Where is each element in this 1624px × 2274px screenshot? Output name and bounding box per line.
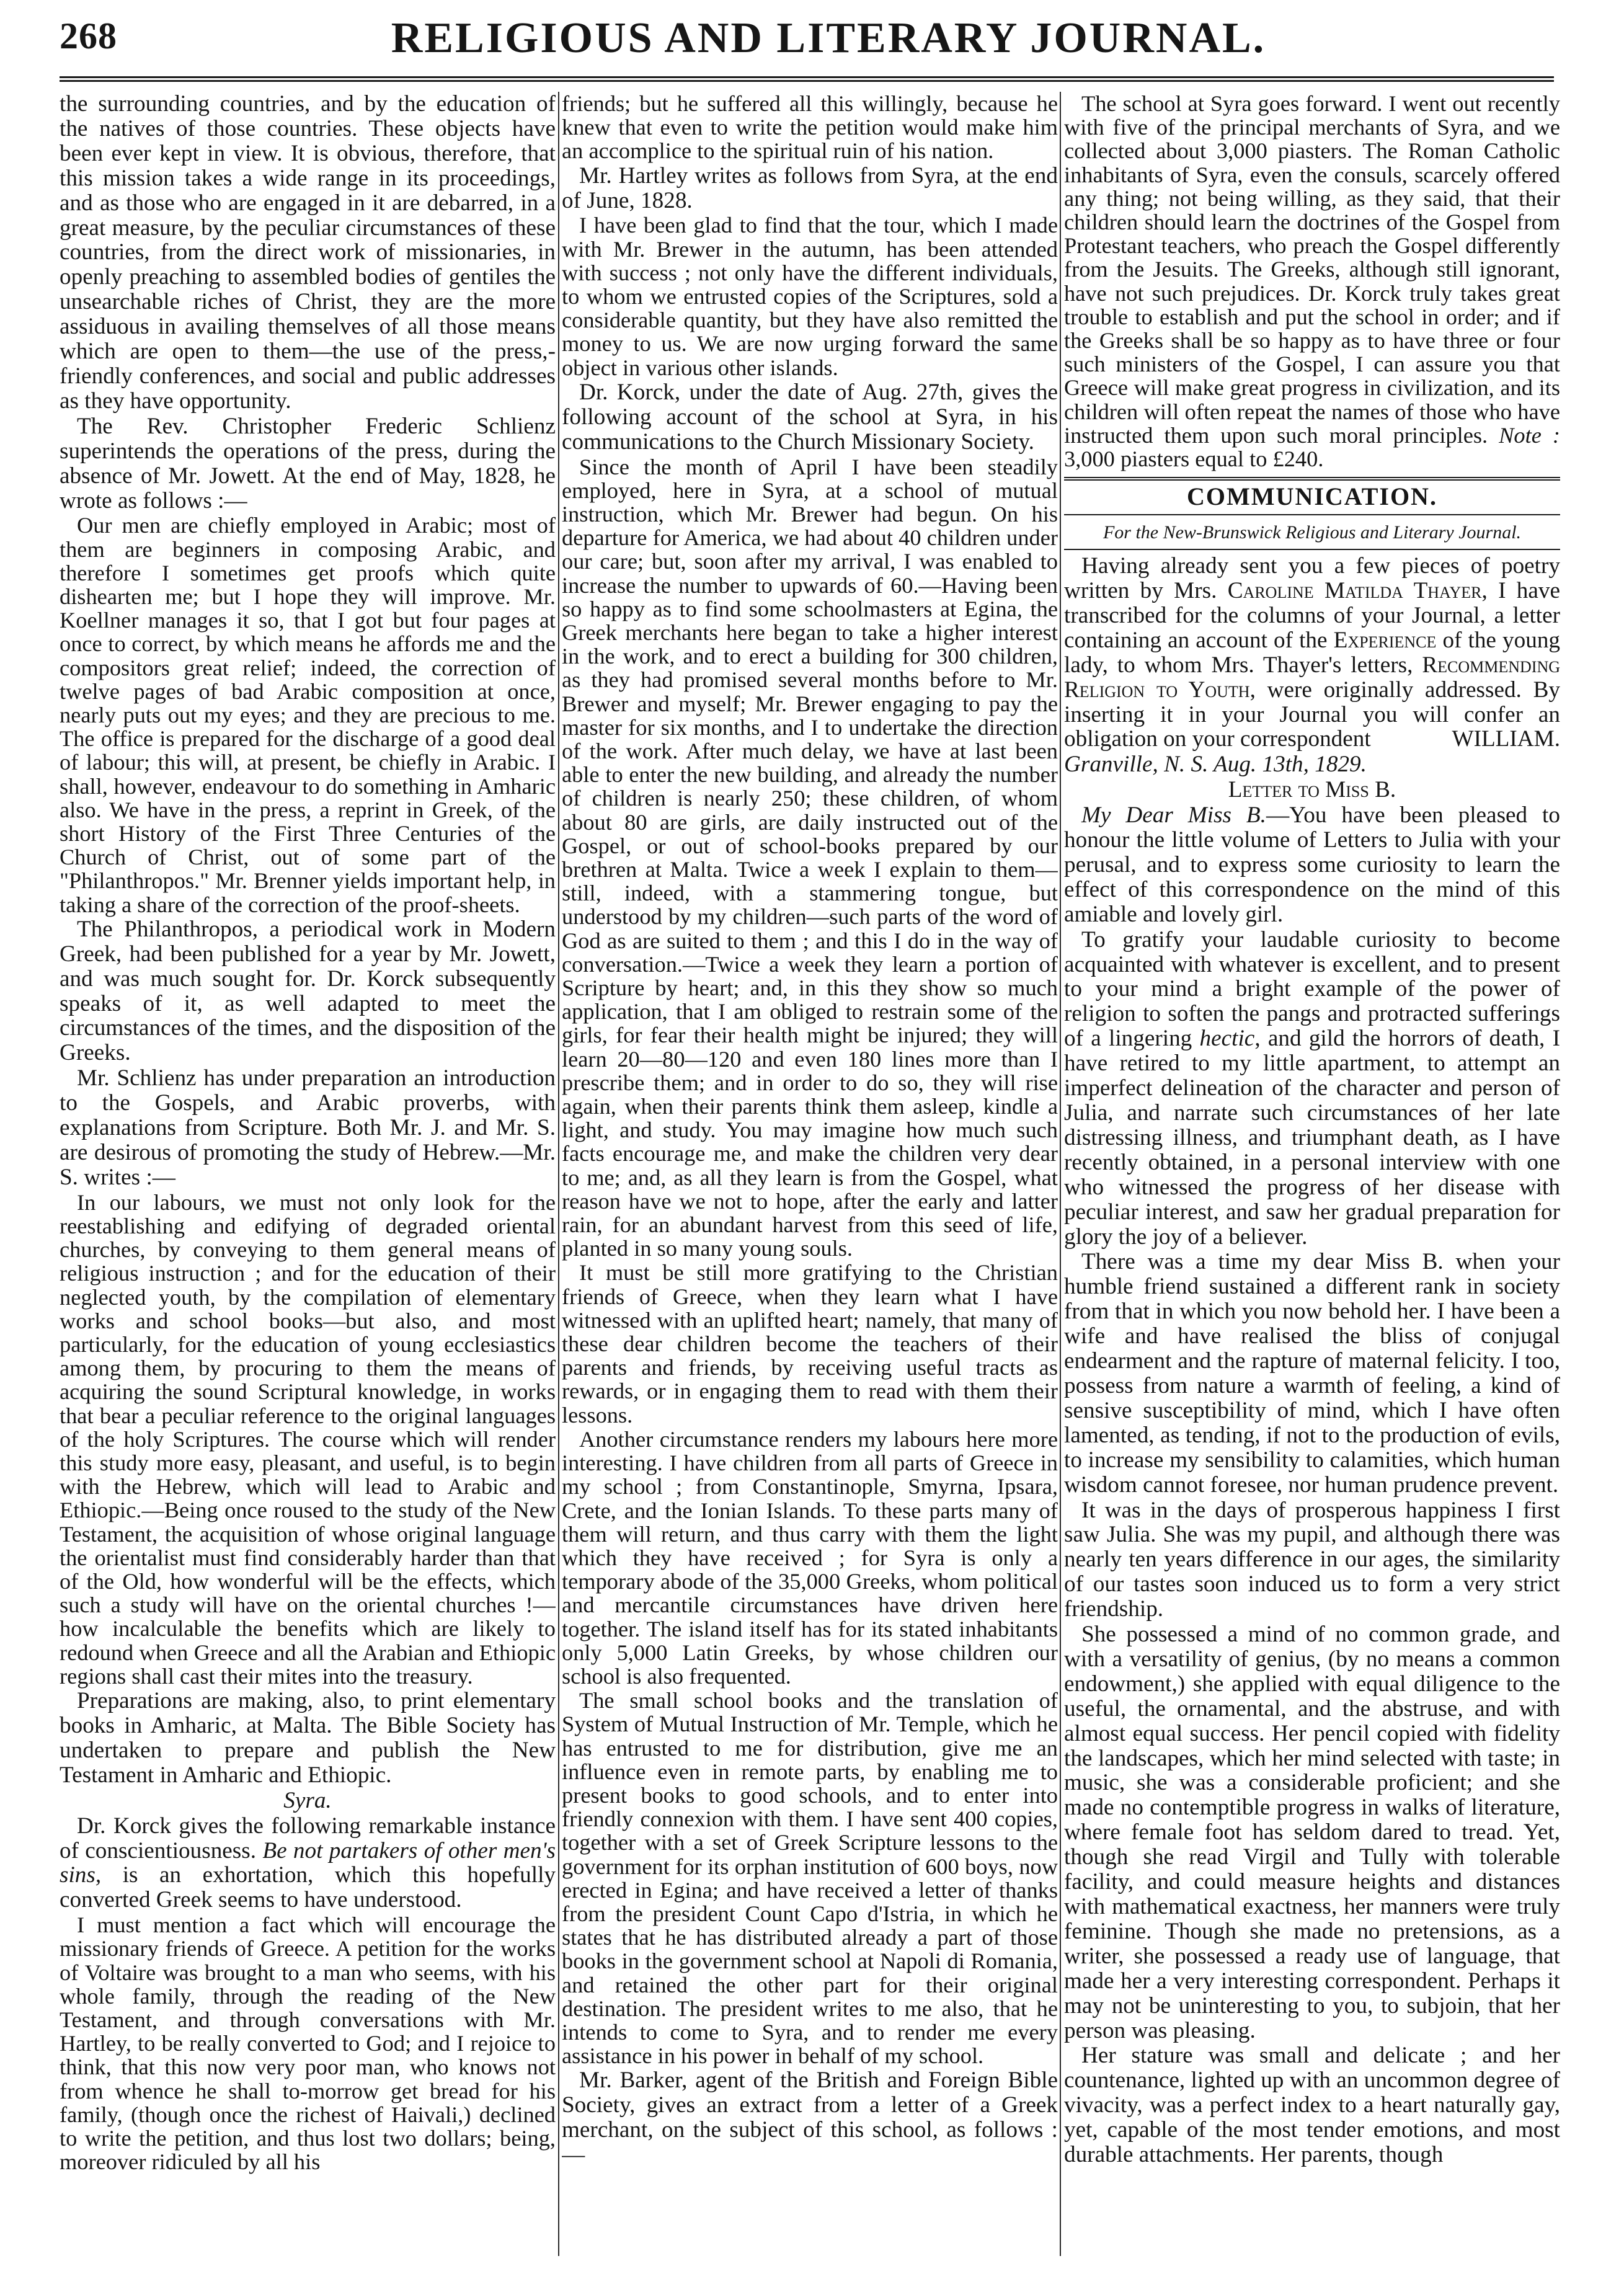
text-run: The school at Syra goes forward. I went out recently with five of the principal merchants of Syra, and we collected about 3,000 piasters. The Roman Catholic inhabitants of Syra, even the consuls, scarcely offered any thing; not being willing, as they said, that their children should learn the doctrines of the Gospel from Protestant teachers, who preach the Gospel differently from the Jesuits. The Greeks, although still ignorant, have not such prejudices. Dr. Korck truly takes great trouble to establish and put the school in order; and if the Greeks shall be so happy as to have three or four such ministers of the Gospel, I can assure you that Greece will make great progress in civilization, and its children will often repeat the names of those who have instructed them upon such moral principles. bbox=[1064, 92, 1560, 448]
text-run: of the young lady, to whom Mrs. Thayer's letters, bbox=[1064, 627, 1560, 678]
page-number: 268 bbox=[60, 16, 117, 56]
small-caps-term: Experience bbox=[1333, 627, 1437, 653]
paragraph: She possessed a mind of no common grade, and with a versatility of genius, (by no means a common endowment,) she applied with equal diligence to the useful, the ornamental, and the abstruse, and with almost equal success. Her pencil copied with fidelity the landscapes, which her mind selected with taste; in music, she was a considerable proficient; and she made no contemptible progress in walks of literature, where female foot has seldom dared to tread. Yet, though she read Virgil and Tully with tolerable facility, and could measure heights and distances with mathematical exactness, her manners were truly feminine. Though she made no pretensions, as a writer, she possessed a ready use of language, that made her a very interesting correspondent. Perhaps it may not be uninteresting to you, to subjoin, that her person was pleasing. bbox=[1064, 1622, 1560, 2043]
paragraph: The Philanthropos, a periodical work in Modern Greek, had been published for a year by Mr. Jowett, and was much sought for. Dr. Korck subsequently speaks of it, as well adapted to meet the circumstances of the times, and the disposition of the Greeks. bbox=[60, 916, 556, 1066]
paragraph: It was in the days of prosperous happiness I first saw Julia. She was my pupil, and although there was nearly ten years difference in our ages, the similarity of our tastes soon induced us to form a very strict friendship. bbox=[1064, 1497, 1560, 1622]
signature: WILLIAM. bbox=[1452, 726, 1560, 752]
column-right bbox=[1064, 92, 1560, 2256]
column-rule bbox=[558, 92, 559, 2256]
quoted-paragraph bbox=[1064, 92, 1560, 471]
section-heading-syra: Syra. bbox=[283, 1787, 332, 1813]
quoted-paragraph: I have been glad to find that the tour, which I made with Mr. Brewer in the autumn, has been attended with success ; not only have the different individuals, to whom we entrusted copies of the Scriptures, sold a considerable quantity, but they have also remitted the money to us. We are now urging forward the same object in various other islands. bbox=[562, 213, 1058, 380]
page-header bbox=[60, 12, 1554, 82]
note-label: Note : bbox=[1499, 422, 1560, 448]
paragraph: Mr. Hartley writes as follows from Syra, at the end of June, 1828. bbox=[562, 162, 1058, 213]
paragraph: the surrounding countries, and by the education of the natives of those countries. These objects have been ever kept in view. It is obvious, therefore, that this mission takes a wide range in its proceedings, and as those who are engaged in it are debarred, in a great measure, by the peculiar circumstances of these countries, from the direct work of missionaries, in openly preaching to assembled bodies of gentiles the unsearchable riches of Christ, they are the more assiduous in availing themselves of all those means which are open to them—the use of the press,-friendly conferences, and social and public addresses as they have opportunity. bbox=[60, 92, 556, 414]
paragraph: There was a time my dear Miss B. when your humble friend sustained a different rank in society from that in which you now behold her. I have been a wife and have realised the bliss of conjugal endearment and the rapture of maternal felicity. I too, possess from nature a warmth of feeling, a kind of sensive susceptibility of mind, which I have often lamented, as tending, if not to the production of evils, to increase my sensibility to calamities, which human wisdom cannot foresee, nor human prudence prevent. bbox=[1064, 1249, 1560, 1498]
column-rule bbox=[1060, 92, 1061, 2256]
paragraph bbox=[1064, 928, 1560, 1250]
quoted-paragraph: friends; but he suffered all this willingly, because he knew that even to write the petition would make him an accomplice to the spiritual ruin of his nation. bbox=[562, 92, 1058, 164]
paragraph: The Rev. Christopher Frederic Schlienz superintends the operations of the press, during the absence of Mr. Jowett. At the end of May, 1828, he wrote as follows :— bbox=[60, 413, 556, 513]
salutation: My Dear Miss B. bbox=[1081, 802, 1266, 828]
paragraph: Mr. Schlienz has under preparation an introduction to the Gospels, and Arabic proverbs, with explanations from Scripture. Both Mr. J. and Mr. S. are desirous of promoting the study of Hebrew.—Mr. S. writes :— bbox=[60, 1065, 556, 1190]
text-run: Having already sent you a few pieces of poetry written by Mrs. bbox=[1064, 553, 1560, 603]
small-caps-title: Recommending Religion to Youth bbox=[1064, 652, 1560, 703]
paragraph bbox=[1064, 803, 1560, 927]
text-run: , I have transcribed for the columns of your Journal, a letter containing an account of the bbox=[1064, 577, 1560, 653]
paragraph: Her stature was small and delicate ; and her countenance, lighted up with an uncommon degree of vivacity, was a perfect index to a heart naturally gay, yet, capable of the most tender emotions, and most durable attachments. Her parents, though bbox=[1064, 2043, 1560, 2168]
letter-title: Letter to Miss B. bbox=[1228, 777, 1396, 803]
communication-subtitle: For the New-Brunswick Religious and Literary Journal. bbox=[1064, 520, 1560, 550]
paragraph bbox=[60, 1814, 556, 1913]
text-run: To gratify your laudable curiosity to become acquainted with whatever is excellent, and to present to your mind a bright example of the power of religion to soften the pangs and protracted sufferings of a lingering bbox=[1064, 926, 1560, 1052]
quoted-paragraph: The small school books and the translation of System of Mutual Instruction of Mr. Temple, which he has entrusted to me for distribution, give me an influence even in remote parts, by enabling me to present books to good schools, and to enter into friendly connexion with them. I have sent 400 copies, together with a set of Greek Scripture lessons to the government for its orphan institution of 600 boys, now erected in Egina; and have received a letter of thanks from the president Count Capo d'Istria, in which he states that he has distributed already a part of those books in the government school at Napoli di Romania, and retained the other part for their original destination. The president writes to me also, that he intends to come to Syra, and to render me every assistance in his power in behalf of my school. bbox=[562, 1688, 1058, 2069]
text-run: , and gild the horrors of death, I have retired to my little apartment, to attempt an imperfect delineation of the character and person of Julia, and narrate such circumstances of her late distressing illness, and triumphant death, as I have recently obtained, in a personal interview with one who witnessed the progress of her disease with peculiar interest, and saw her gradual preparation for glory the joy of a believer. bbox=[1064, 1026, 1560, 1250]
italic-word: hectic bbox=[1199, 1026, 1255, 1052]
paragraph: Mr. Barker, agent of the British and Foreign Bible Society, gives an extract from a letter of a Greek merchant, on the subject of this school, as follows :— bbox=[562, 2067, 1058, 2168]
dateline: Granville, N. S. Aug. 13th, 1829. bbox=[1064, 752, 1367, 778]
paragraph bbox=[1064, 554, 1560, 752]
quoted-paragraph: Another circumstance renders my labours here more interesting. I have children from all parts of Greece in my school ; from Constantinople, Smyrna, Ipsara, Crete, and the Ionian Islands. To these parts many of them will return, and thus carry with them the light which they have received ; for Syra is only a temporary abode of the 35,000 Greeks, whom political and mercantile circumstances have driven here together. The island itself has for its stated inhabitants only 5,000 Latin Greeks, by whose children our school is also frequented. bbox=[562, 1426, 1058, 1689]
paragraph: Dr. Korck, under the date of Aug. 27th, gives the following account of the school at Syra, in his communications to the Church Missionary Society. bbox=[562, 379, 1058, 455]
text-run: Dr. Korck gives the following remarkable instance of conscientiousness. bbox=[60, 1813, 556, 1863]
communication-heading: COMMUNICATION. bbox=[1064, 477, 1560, 515]
quoted-paragraph: I must mention a fact which will encourage the missionary friends of Greece. A petition for the works of Voltaire was brought to a man who seems, with his whole family, through the reading of the New Testament, and through conversations with Mr. Hartley, to be really converted to God; and I rejoice to think, that this now very poor man, who knows not from whence he shall to-morrow get bread for his family, (though once the richest of Haivali,) declined to write the petition, and thus lost two dollars; being, moreover ridiculed by all his bbox=[60, 1912, 556, 2175]
column-middle bbox=[562, 92, 1058, 2256]
column-left bbox=[60, 92, 556, 2256]
author-name: Caroline Matilda Thayer bbox=[1227, 577, 1482, 603]
quoted-paragraph: Since the month of April I have been steadily employed, here in Syra, at a school of mutual instruction, which Mr. Brewer had begun. On his departure for America, we had about 40 children under our care; but, soon after my arrival, I was enabled to increase the number to upwards of 60.—Having been so happy as to find some schoolmasters at Egina, the Greek merchants here began to take a higher interest in the work, and to erect a building for 300 children, as they had promised several months before to Mr. Brewer and myself; Mr. Brewer engaging to pay the master for six months, and I to undertake the direction of the work. After much delay, we have at last been able to enter the new building, and already the number of children is nearly 250; these children, of whom about 80 are girls, are daily instructed out of the Gospel, or out of school-books prepared by our brethren at Malta. Twice a week I explain to them—still, indeed, with a stammering tongue, but understood by my children—such parts of the word of God as are suited to them ; and this I do in the way of conversation.—Twice a week they learn a portion of Scripture by heart; and, in this they show so much application, that I am obliged to restrain some of the girls, for fear their health might be injured; they will learn 20—80—120 and even 180 lines more than I prescribe them; and in order to do so, they will rise again, when their parents think them asleep, kindle a light, and study. You may imagine how much such facts encourage me, and make the children very dear to me; and, as all they learn is from the Gospel, what reason have we not to hope, after the early and latter rain, for an abundant harvest from this seed of life, planted in so many young souls. bbox=[562, 454, 1058, 1261]
note-text: 3,000 piasters equal to £240. bbox=[1064, 446, 1324, 472]
quoted-paragraph: In our labours, we must not only look for the reestablishing and edifying of degraded oriental churches, by conveying to them general means of religious instruction ; and for the education of their neglected youth, by the compilation of elementary works and school books—but also, and most particularly, for the education of young ecclesiastics among them, by procuring to them the means of acquiring the sound Scriptural knowledge, in works that bear a peculiar reference to the original languages of the holy Scriptures. The course which will render this study more easy, pleasant, and useful, is to begin with the Hebrew, which will lead to Arabic and Ethiopic.—Being once roused to the study of the New Testament, the acquisition of whose original language the orientalist must find considerably harder than that of the Old, how wonderful will be the effects, which such a study will have on the oriental churches !—how incalculable the benefits which are likely to redound when Greece and all the Arabian and Ethiopic regions shall cast their mites into the treasury. bbox=[60, 1189, 556, 1689]
paragraph: Preparations are making, also, to print elementary books in Amharic, at Malta. The Bible Society has undertaken to prepare and publish the New Testament in Amharic and Ethiopic. bbox=[60, 1688, 556, 1788]
text-run: , were originally addressed. By inserting it in your Journal you will confer an obligation on your correspondent bbox=[1064, 677, 1560, 752]
text-run: is an exhortation, which this hopefully converted Greek seems to have understood. bbox=[60, 1862, 556, 1913]
text-run: —You have been pleased to honour the little volume of Letters to Julia with your perusal, and to express some curiosity to learn the effect of this correspondence on the mind of this amiable and lovely girl. bbox=[1064, 802, 1560, 927]
quoted-paragraph: It must be still more gratifying to the Christian friends of Greece, when they learn what I have witnessed with an uplifted heart; namely, that many of these dear children become the teachers of their parents and friends, by receiving useful tracts as rewards, or in engaging them to read with them their lessons. bbox=[562, 1260, 1058, 1428]
italic-quote: Be not partakers of other men's sins, bbox=[60, 1837, 556, 1888]
journal-title: RELIGIOUS AND LITERARY JOURNAL. bbox=[391, 14, 1266, 62]
quoted-paragraph: Our men are chiefly employed in Arabic; most of them are beginners in composing Arabic, and therefore I sometimes get proofs which quite dishearten me; but I hope they will improve. Mr. Koellner manages it so, that I got but four pages at once to correct, by which means he affords me and the compositors great relief; indeed, the correction of twelve pages of bad Arabic composition at once, nearly puts out my eyes; and they are precious to me. The office is prepared for the discharge of a good deal of labour; this will, at present, be chiefly in Arabic. I shall, however, endeavour to do something in Amharic also. We have in the press, a reprint in Greek, of the short History of the First Three Centuries of the Church of Christ, out of some part of the "Philanthropos." Mr. Brenner yields important help, in taking a share of the correction of the proof-sheets. bbox=[60, 513, 556, 917]
